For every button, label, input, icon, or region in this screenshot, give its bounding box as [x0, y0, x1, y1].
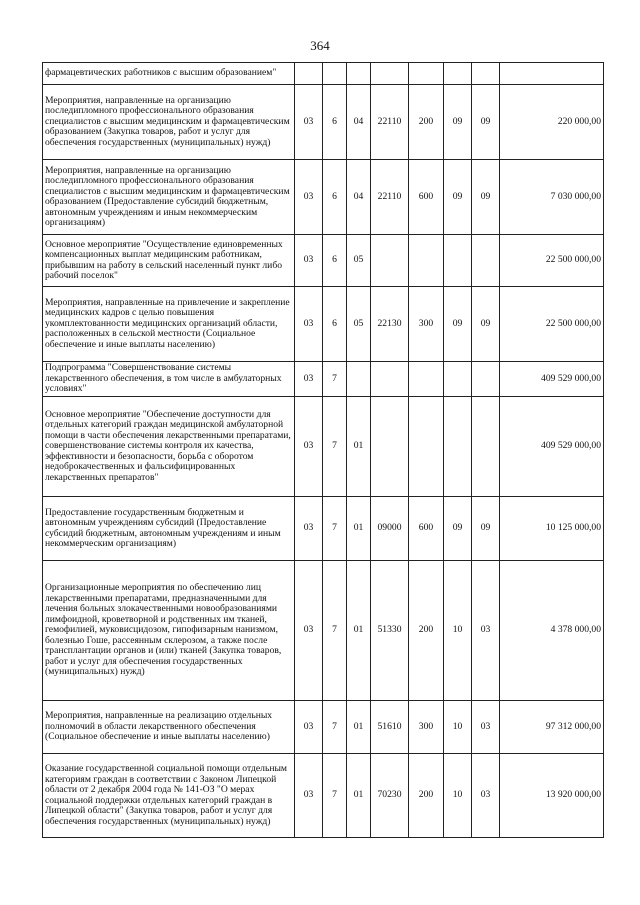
row-name-cell: Основное мероприятие "Осуществление единовременных компенсационных выплат медицинским работникам, прибывшим на работу в сельский населенный пункт либо рабочий поселок" — [43, 235, 295, 287]
amount-cell: 22 500 000,00 — [500, 235, 604, 287]
section-cell: 09 — [444, 85, 472, 160]
subsection-cell: 09 — [472, 287, 500, 362]
subsection-cell — [472, 235, 500, 287]
expense-type-cell: 600 — [409, 497, 444, 561]
table-row — [43, 235, 604, 287]
section-cell: 10 — [444, 754, 472, 838]
direction-code-cell: 09000 — [371, 497, 409, 561]
budget-table-body — [43, 63, 604, 838]
row-name-cell: Мероприятия, направленные на организацию последипломного профессионального образования специалистов с высшим медицинским и фармацевтическим образованием (Закупка товаров, работ и услуг для обеспечения государственных (муниципальных) нужд) — [43, 85, 295, 160]
table-row — [43, 85, 604, 160]
section-cell: 09 — [444, 287, 472, 362]
program-code-cell — [295, 63, 323, 85]
table-row — [43, 497, 604, 561]
section-cell: 09 — [444, 160, 472, 235]
expense-type-cell: 300 — [409, 287, 444, 362]
program-code-cell: 03 — [295, 397, 323, 497]
event-code-cell: 01 — [347, 497, 371, 561]
expense-type-cell — [409, 63, 444, 85]
program-code-cell: 03 — [295, 160, 323, 235]
table-row — [43, 397, 604, 497]
subsection-cell: 03 — [472, 701, 500, 754]
direction-code-cell: 51330 — [371, 561, 409, 701]
subsection-cell — [472, 63, 500, 85]
budget-table — [42, 62, 604, 838]
event-code-cell: 04 — [347, 85, 371, 160]
table-row — [43, 63, 604, 85]
expense-type-cell — [409, 397, 444, 497]
program-code-cell: 03 — [295, 561, 323, 701]
direction-code-cell: 51610 — [371, 701, 409, 754]
table-row — [43, 754, 604, 838]
section-cell: 09 — [444, 497, 472, 561]
amount-cell: 10 125 000,00 — [500, 497, 604, 561]
page-number: 364 — [310, 38, 330, 53]
table-row — [43, 287, 604, 362]
subprogram-code-cell: 7 — [323, 362, 347, 397]
subsection-cell — [472, 362, 500, 397]
amount-cell: 4 378 000,00 — [500, 561, 604, 701]
table-row — [43, 362, 604, 397]
event-code-cell — [347, 63, 371, 85]
section-cell: 10 — [444, 701, 472, 754]
amount-cell: 409 529 000,00 — [500, 397, 604, 497]
subprogram-code-cell: 7 — [323, 497, 347, 561]
row-name-cell: Предоставление государственным бюджетным и автономным учреждениям субсидий (Предоставление субсидий бюджетным, автономным учреждениям и иным некоммерческим организациям) — [43, 497, 295, 561]
program-code-cell: 03 — [295, 362, 323, 397]
program-code-cell: 03 — [295, 287, 323, 362]
expense-type-cell: 200 — [409, 754, 444, 838]
amount-cell — [500, 63, 604, 85]
section-cell — [444, 235, 472, 287]
expense-type-cell: 300 — [409, 701, 444, 754]
program-code-cell: 03 — [295, 701, 323, 754]
event-code-cell: 01 — [347, 754, 371, 838]
event-code-cell: 01 — [347, 701, 371, 754]
section-cell: 10 — [444, 561, 472, 701]
section-cell — [444, 397, 472, 497]
subsection-cell: 09 — [472, 85, 500, 160]
amount-cell: 97 312 000,00 — [500, 701, 604, 754]
subsection-cell: 03 — [472, 754, 500, 838]
subsection-cell: 09 — [472, 160, 500, 235]
event-code-cell: 05 — [347, 287, 371, 362]
row-name-cell: Мероприятия, направленные на реализацию отдельных полномочий в области лекарственного обеспечения (Социальное обеспечение и иные выплаты населению) — [43, 701, 295, 754]
direction-code-cell — [371, 235, 409, 287]
event-code-cell — [347, 362, 371, 397]
table-row — [43, 561, 604, 701]
direction-code-cell — [371, 63, 409, 85]
direction-code-cell: 22110 — [371, 160, 409, 235]
row-name-cell: Оказание государственной социальной помощи отдельным категориям граждан в соответствии с Законом Липецкой области от 2 декабря 2004 года № 141-ОЗ "О мерах социальной поддержки отдельных категорий граждан в Липецкой области" (Закупка товаров, работ и услуг для обеспечения государственных (муниципальных) нужд) — [43, 754, 295, 838]
subprogram-code-cell: 7 — [323, 754, 347, 838]
program-code-cell: 03 — [295, 754, 323, 838]
direction-code-cell — [371, 362, 409, 397]
subprogram-code-cell: 6 — [323, 235, 347, 287]
amount-cell: 22 500 000,00 — [500, 287, 604, 362]
subprogram-code-cell: 6 — [323, 287, 347, 362]
event-code-cell: 04 — [347, 160, 371, 235]
expense-type-cell — [409, 362, 444, 397]
row-name-cell: фармацевтических работников с высшим образованием" — [43, 63, 295, 85]
subprogram-code-cell: 7 — [323, 561, 347, 701]
section-cell — [444, 63, 472, 85]
expense-type-cell: 200 — [409, 85, 444, 160]
subsection-cell: 09 — [472, 497, 500, 561]
amount-cell: 220 000,00 — [500, 85, 604, 160]
expense-type-cell: 600 — [409, 160, 444, 235]
subprogram-code-cell — [323, 63, 347, 85]
program-code-cell: 03 — [295, 85, 323, 160]
expense-type-cell: 200 — [409, 561, 444, 701]
table-row — [43, 701, 604, 754]
subprogram-code-cell: 6 — [323, 160, 347, 235]
expense-type-cell — [409, 235, 444, 287]
program-code-cell: 03 — [295, 235, 323, 287]
event-code-cell: 01 — [347, 561, 371, 701]
direction-code-cell: 22110 — [371, 85, 409, 160]
subprogram-code-cell: 7 — [323, 397, 347, 497]
table-row — [43, 160, 604, 235]
direction-code-cell: 22130 — [371, 287, 409, 362]
event-code-cell: 05 — [347, 235, 371, 287]
event-code-cell: 01 — [347, 397, 371, 497]
row-name-cell: Подпрограмма "Совершенствование системы лекарственного обеспечения, в том числе в амбулаторных условиях" — [43, 362, 295, 397]
amount-cell: 13 920 000,00 — [500, 754, 604, 838]
subprogram-code-cell: 6 — [323, 85, 347, 160]
row-name-cell: Основное мероприятие "Обеспечение доступности для отдельных категорий граждан медицинской амбулаторной помощи в части обеспечения лекарственными препаратами, совершенствование системы контроля их качества, эффективности и безопасности, борьба с оборотом недоброкачественных и фальсифицированных лекарственных препаратов" — [43, 397, 295, 497]
subsection-cell — [472, 397, 500, 497]
row-name-cell: Организационные мероприятия по обеспечению лиц лекарственными препаратами, предназначенными для лечения больных злокачественными новообразованиями лимфоидной, кроветворной и родственных им тканей, гемофилией, муковисцидозом, гипофизарным нанизмом, болезнью Гоше, рассеянным склерозом, а также после трансплантации органов и (или) тканей (Закупка товаров, работ и услуг для обеспечения государственных (муниципальных) нужд) — [43, 561, 295, 701]
program-code-cell: 03 — [295, 497, 323, 561]
direction-code-cell: 70230 — [371, 754, 409, 838]
row-name-cell: Мероприятия, направленные на привлечение и закрепление медицинских кадров с целью повышения укомплектованности медицинских организаций области, расположенных в сельской местности (Социальное обеспечение и иные выплаты населению) — [43, 287, 295, 362]
row-name-cell: Мероприятия, направленные на организацию последипломного профессионального образования специалистов с высшим медицинским и фармацевтическим образованием (Предоставление субсидий бюджетным, автономным учреждениям и иным некоммерческим организациям) — [43, 160, 295, 235]
section-cell — [444, 362, 472, 397]
amount-cell: 7 030 000,00 — [500, 160, 604, 235]
direction-code-cell — [371, 397, 409, 497]
subprogram-code-cell: 7 — [323, 701, 347, 754]
amount-cell: 409 529 000,00 — [500, 362, 604, 397]
subsection-cell: 03 — [472, 561, 500, 701]
